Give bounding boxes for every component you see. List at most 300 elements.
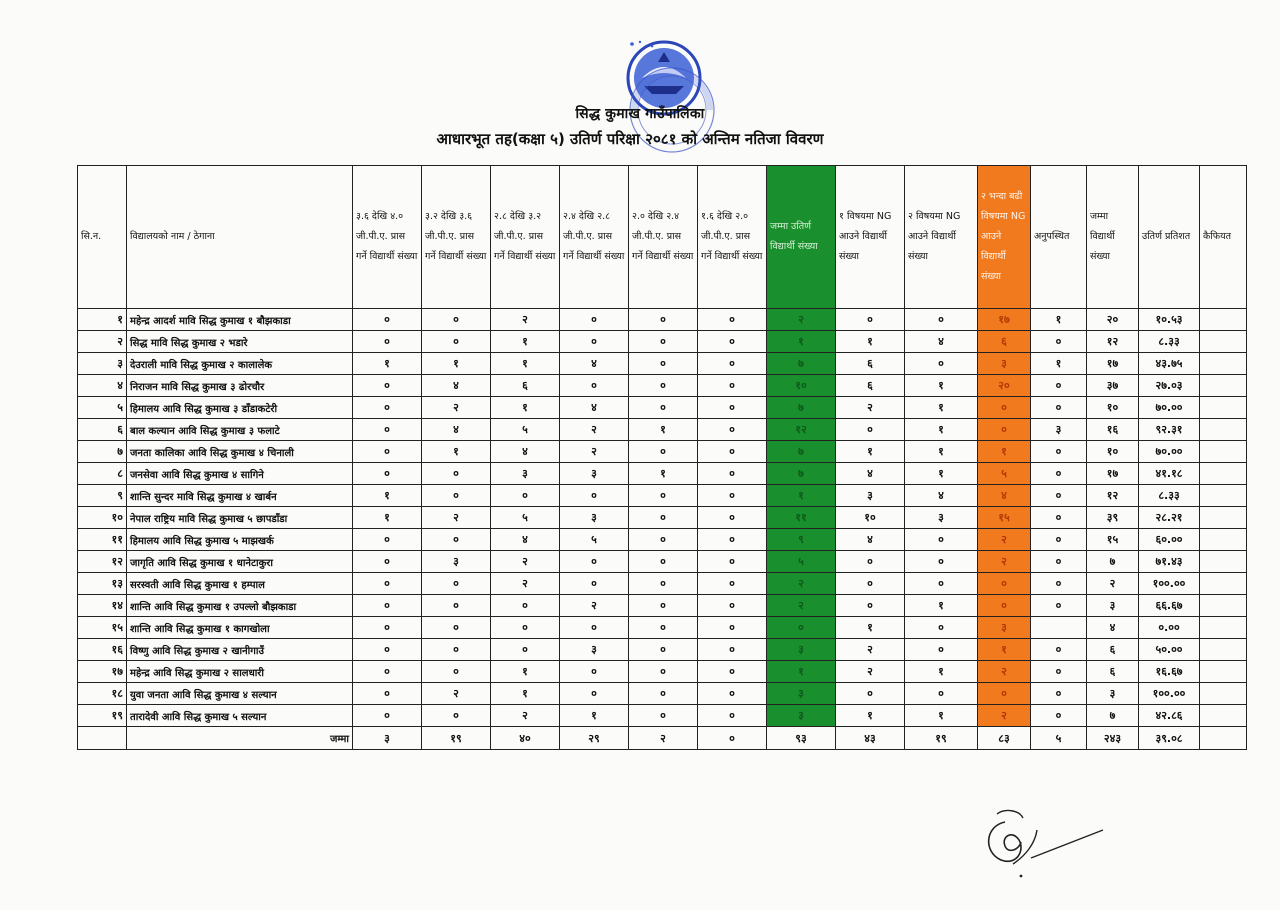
- total-cell: ३९.०८: [1139, 727, 1200, 750]
- cell-remarks: [1200, 551, 1247, 573]
- total-cell: १९: [905, 727, 978, 750]
- cell-gpa-2-0-2-4: १: [629, 419, 698, 441]
- total-cell: ५: [1031, 727, 1087, 750]
- cell-absent: ०: [1031, 441, 1087, 463]
- cell-gpa-1-6-2-0: ०: [698, 529, 767, 551]
- cell-ng-more-than-2: ०: [978, 419, 1031, 441]
- cell-gpa-2-0-2-4: ०: [629, 551, 698, 573]
- cell-remarks: [1200, 639, 1247, 661]
- cell-school: देउराली मावि सिद्ध कुमाख २ कालालेक: [127, 353, 353, 375]
- cell-gpa-1-6-2-0: ०: [698, 595, 767, 617]
- cell-ng-1-subject: २: [836, 661, 905, 683]
- cell-gpa-1-6-2-0: ०: [698, 463, 767, 485]
- cell-serial: २: [78, 331, 127, 353]
- cell-gpa-3-6-4-0: ०: [353, 661, 422, 683]
- cell-pass-percentage: ४३.७५: [1139, 353, 1200, 375]
- cell-total-pass: ०: [767, 617, 836, 639]
- cell-gpa-2-4-2-8: २: [560, 595, 629, 617]
- cell-ng-more-than-2: ३: [978, 353, 1031, 375]
- cell-remarks: [1200, 705, 1247, 727]
- total-cell: ०: [698, 727, 767, 750]
- cell-pass-percentage: १००.००: [1139, 683, 1200, 705]
- cell-total-students: ३७: [1087, 375, 1139, 397]
- cell-ng-2-subjects: १: [905, 441, 978, 463]
- cell-ng-more-than-2: १: [978, 639, 1031, 661]
- cell-remarks: [1200, 441, 1247, 463]
- cell-ng-2-subjects: ०: [905, 551, 978, 573]
- cell-absent: ०: [1031, 485, 1087, 507]
- cell-gpa-3-2-3-6: ४: [422, 419, 491, 441]
- cell-gpa-1-6-2-0: ०: [698, 551, 767, 573]
- cell-absent: ०: [1031, 683, 1087, 705]
- cell-gpa-2-4-2-8: ०: [560, 485, 629, 507]
- cell-total-students: १२: [1087, 485, 1139, 507]
- cell-ng-2-subjects: १: [905, 375, 978, 397]
- cell-absent: ०: [1031, 375, 1087, 397]
- cell-pass-percentage: २७.०३: [1139, 375, 1200, 397]
- total-cell: ३: [353, 727, 422, 750]
- cell-gpa-1-6-2-0: ०: [698, 419, 767, 441]
- cell-absent: ०: [1031, 397, 1087, 419]
- cell-gpa-3-2-3-6: ०: [422, 661, 491, 683]
- cell-remarks: [1200, 661, 1247, 683]
- cell-gpa-1-6-2-0: ०: [698, 705, 767, 727]
- cell-remarks: [1200, 595, 1247, 617]
- cell-absent: १: [1031, 309, 1087, 331]
- col-header-gpa-2-4-2-8: २.४ देखि २.८ जी.पी.ए. प्रास गर्ने विद्यार्थी संख्या: [560, 166, 629, 309]
- cell-ng-2-subjects: १: [905, 705, 978, 727]
- col-header-gpa-3-2-3-6: ३.२ देखि ३.६ जी.पी.ए. प्रास गर्ने विद्यार्थी संख्या: [422, 166, 491, 309]
- cell-gpa-2-4-2-8: ०: [560, 375, 629, 397]
- cell-gpa-3-2-3-6: ०: [422, 573, 491, 595]
- cell-ng-2-subjects: ०: [905, 683, 978, 705]
- cell-gpa-2-8-3-2: ३: [491, 463, 560, 485]
- cell-total-students: ३: [1087, 683, 1139, 705]
- cell-gpa-1-6-2-0: ०: [698, 639, 767, 661]
- cell-school: महेन्द्र आदर्श मावि सिद्ध कुमाख १ बौझकाडा: [127, 309, 353, 331]
- cell-ng-2-subjects: ०: [905, 309, 978, 331]
- cell-serial: १७: [78, 661, 127, 683]
- cell-absent: ०: [1031, 595, 1087, 617]
- cell-school: हिमालय आवि सिद्ध कुमाख ५ माझखर्क: [127, 529, 353, 551]
- cell-ng-2-subjects: ०: [905, 353, 978, 375]
- cell-gpa-2-8-3-2: २: [491, 573, 560, 595]
- cell-gpa-2-4-2-8: २: [560, 419, 629, 441]
- cell-remarks: [1200, 353, 1247, 375]
- cell-ng-more-than-2: ०: [978, 683, 1031, 705]
- col-header-gpa-1-6-2-0: १.६ देखि २.० जी.पी.ए. प्रास गर्ने विद्यार्थी संख्या: [698, 166, 767, 309]
- table-row: [78, 617, 1247, 639]
- cell-remarks: [1200, 683, 1247, 705]
- cell-total-students: २०: [1087, 309, 1139, 331]
- cell-pass-percentage: १०.५३: [1139, 309, 1200, 331]
- cell-gpa-2-0-2-4: १: [629, 463, 698, 485]
- cell-serial: १८: [78, 683, 127, 705]
- cell-total-pass: ११: [767, 507, 836, 529]
- cell-gpa-3-2-3-6: ०: [422, 485, 491, 507]
- cell-total-pass: १२: [767, 419, 836, 441]
- col-header-serial: सि.न.: [78, 166, 127, 309]
- cell-gpa-3-2-3-6: ०: [422, 309, 491, 331]
- table-row: [78, 507, 1247, 529]
- cell-ng-2-subjects: ४: [905, 331, 978, 353]
- cell-total-students: १०: [1087, 441, 1139, 463]
- total-cell: ४३: [836, 727, 905, 750]
- cell-gpa-3-6-4-0: ०: [353, 683, 422, 705]
- cell-remarks: [1200, 529, 1247, 551]
- cell-gpa-1-6-2-0: ०: [698, 485, 767, 507]
- cell-serial: १०: [78, 507, 127, 529]
- cell-ng-2-subjects: ४: [905, 485, 978, 507]
- cell-ng-2-subjects: ०: [905, 573, 978, 595]
- cell-ng-1-subject: १: [836, 441, 905, 463]
- cell-gpa-3-2-3-6: ०: [422, 595, 491, 617]
- cell-gpa-3-2-3-6: १: [422, 353, 491, 375]
- cell-ng-more-than-2: २: [978, 661, 1031, 683]
- cell-pass-percentage: ७०.००: [1139, 441, 1200, 463]
- cell-ng-more-than-2: १७: [978, 309, 1031, 331]
- total-cell: ४०: [491, 727, 560, 750]
- cell-gpa-2-4-2-8: ०: [560, 661, 629, 683]
- cell-serial: १३: [78, 573, 127, 595]
- table-row: [78, 485, 1247, 507]
- cell-gpa-2-0-2-4: ०: [629, 485, 698, 507]
- cell-total-pass: ५: [767, 551, 836, 573]
- cell-school: हिमालय आवि सिद्ध कुमाख ३ डाँडाकटेरी: [127, 397, 353, 419]
- col-header-gpa-2-8-3-2: २.८ देखि ३.२ जी.पी.ए. प्रास गर्ने विद्यार्थी संख्या: [491, 166, 560, 309]
- cell-gpa-2-0-2-4: ०: [629, 353, 698, 375]
- cell-gpa-2-0-2-4: ०: [629, 617, 698, 639]
- cell-school: सरस्वती आवि सिद्ध कुमाख १ हम्पाल: [127, 573, 353, 595]
- cell-pass-percentage: १६.६७: [1139, 661, 1200, 683]
- cell-gpa-2-4-2-8: ०: [560, 617, 629, 639]
- cell-gpa-2-4-2-8: ३: [560, 639, 629, 661]
- cell-pass-percentage: ४२.८६: [1139, 705, 1200, 727]
- total-cell: [78, 727, 127, 750]
- cell-gpa-2-0-2-4: ०: [629, 661, 698, 683]
- col-header-pass-percentage: उतिर्ण प्रतिशत: [1139, 166, 1200, 309]
- cell-gpa-2-4-2-8: १: [560, 705, 629, 727]
- cell-ng-2-subjects: १: [905, 661, 978, 683]
- cell-ng-1-subject: १: [836, 331, 905, 353]
- cell-gpa-2-0-2-4: ०: [629, 309, 698, 331]
- cell-total-pass: २: [767, 573, 836, 595]
- cell-remarks: [1200, 309, 1247, 331]
- cell-gpa-2-8-3-2: १: [491, 397, 560, 419]
- cell-school: युवा जनता आवि सिद्ध कुमाख ४ सल्यान: [127, 683, 353, 705]
- cell-gpa-1-6-2-0: ०: [698, 573, 767, 595]
- cell-absent: ०: [1031, 573, 1087, 595]
- cell-gpa-3-2-3-6: २: [422, 507, 491, 529]
- col-header-school: विद्यालयको नाम / ठेगाना: [127, 166, 353, 309]
- cell-school: शान्ति आवि सिद्ध कुमाख १ कागखोला: [127, 617, 353, 639]
- cell-pass-percentage: ५०.००: [1139, 639, 1200, 661]
- cell-ng-1-subject: ०: [836, 573, 905, 595]
- cell-school: जनता कालिका आवि सिद्ध कुमाख ४ चिनाली: [127, 441, 353, 463]
- col-header-gpa-2-0-2-4: २.० देखि २.४ जी.पी.ए. प्रास गर्ने विद्यार्थी संख्या: [629, 166, 698, 309]
- cell-serial: ६: [78, 419, 127, 441]
- cell-total-pass: ३: [767, 683, 836, 705]
- cell-ng-1-subject: ०: [836, 683, 905, 705]
- cell-gpa-2-4-2-8: ३: [560, 463, 629, 485]
- cell-gpa-2-0-2-4: ०: [629, 507, 698, 529]
- cell-gpa-3-6-4-0: ०: [353, 639, 422, 661]
- cell-school: शान्ति सुन्दर मावि सिद्ध कुमाख ४ खार्बन: [127, 485, 353, 507]
- cell-ng-more-than-2: २: [978, 551, 1031, 573]
- cell-gpa-3-6-4-0: ०: [353, 573, 422, 595]
- cell-total-pass: १०: [767, 375, 836, 397]
- cell-gpa-3-6-4-0: ०: [353, 331, 422, 353]
- cell-absent: १: [1031, 353, 1087, 375]
- cell-gpa-1-6-2-0: ०: [698, 441, 767, 463]
- total-cell: १९: [422, 727, 491, 750]
- cell-ng-1-subject: ०: [836, 419, 905, 441]
- table-row: [78, 441, 1247, 463]
- cell-absent: ०: [1031, 661, 1087, 683]
- cell-pass-percentage: ९२.३१: [1139, 419, 1200, 441]
- cell-pass-percentage: ८.३३: [1139, 331, 1200, 353]
- cell-total-students: ३: [1087, 595, 1139, 617]
- cell-absent: ०: [1031, 551, 1087, 573]
- cell-gpa-3-6-4-0: ०: [353, 617, 422, 639]
- cell-ng-2-subjects: ०: [905, 617, 978, 639]
- cell-school: जागृति आवि सिद्ध कुमाख १ धानेटाकुरा: [127, 551, 353, 573]
- cell-remarks: [1200, 331, 1247, 353]
- cell-absent: ३: [1031, 419, 1087, 441]
- cell-ng-more-than-2: २०: [978, 375, 1031, 397]
- cell-school: निराजन मावि सिद्ध कुमाख ३ ढोरचौर: [127, 375, 353, 397]
- cell-serial: १४: [78, 595, 127, 617]
- cell-gpa-3-2-3-6: ०: [422, 529, 491, 551]
- table-row: [78, 419, 1247, 441]
- cell-absent: ०: [1031, 331, 1087, 353]
- cell-serial: ९: [78, 485, 127, 507]
- cell-ng-more-than-2: २: [978, 529, 1031, 551]
- cell-total-students: २: [1087, 573, 1139, 595]
- cell-gpa-2-8-3-2: ०: [491, 595, 560, 617]
- cell-ng-more-than-2: ५: [978, 463, 1031, 485]
- cell-school: विष्णु आवि सिद्ध कुमाख २ खानीगाउँ: [127, 639, 353, 661]
- cell-gpa-1-6-2-0: ०: [698, 507, 767, 529]
- total-cell: ९३: [767, 727, 836, 750]
- cell-gpa-1-6-2-0: ०: [698, 309, 767, 331]
- cell-gpa-2-8-3-2: ६: [491, 375, 560, 397]
- col-header-remarks: कैफियत: [1200, 166, 1247, 309]
- cell-gpa-2-0-2-4: ०: [629, 705, 698, 727]
- cell-pass-percentage: ६६.६७: [1139, 595, 1200, 617]
- cell-gpa-2-8-3-2: २: [491, 705, 560, 727]
- cell-total-students: ६: [1087, 639, 1139, 661]
- table-row: [78, 661, 1247, 683]
- cell-gpa-2-0-2-4: ०: [629, 397, 698, 419]
- cell-gpa-3-2-3-6: ०: [422, 705, 491, 727]
- cell-ng-1-subject: ३: [836, 485, 905, 507]
- cell-remarks: [1200, 485, 1247, 507]
- total-cell: २९: [560, 727, 629, 750]
- cell-total-pass: २: [767, 595, 836, 617]
- cell-remarks: [1200, 463, 1247, 485]
- cell-gpa-2-8-3-2: २: [491, 551, 560, 573]
- cell-absent: ०: [1031, 463, 1087, 485]
- cell-gpa-3-6-4-0: ०: [353, 419, 422, 441]
- cell-absent: ०: [1031, 705, 1087, 727]
- table-row: [78, 595, 1247, 617]
- table-row: [78, 463, 1247, 485]
- cell-ng-1-subject: १: [836, 705, 905, 727]
- cell-ng-more-than-2: ०: [978, 397, 1031, 419]
- cell-gpa-1-6-2-0: ०: [698, 617, 767, 639]
- cell-serial: १९: [78, 705, 127, 727]
- cell-gpa-3-6-4-0: १: [353, 353, 422, 375]
- cell-gpa-2-8-3-2: १: [491, 661, 560, 683]
- total-cell: [1200, 727, 1247, 750]
- cell-ng-more-than-2: ०: [978, 573, 1031, 595]
- cell-serial: ४: [78, 375, 127, 397]
- cell-total-students: १६: [1087, 419, 1139, 441]
- col-header-ng-more-than-2: २ भन्दा बढी विषयमा NG आउने विद्यार्थी संख्या: [978, 166, 1031, 309]
- cell-gpa-1-6-2-0: ०: [698, 397, 767, 419]
- cell-gpa-3-2-3-6: ०: [422, 617, 491, 639]
- cell-total-students: १७: [1087, 353, 1139, 375]
- document-header: [0, 104, 1280, 149]
- cell-ng-1-subject: ४: [836, 463, 905, 485]
- cell-total-pass: ९: [767, 529, 836, 551]
- cell-total-students: ३९: [1087, 507, 1139, 529]
- cell-ng-2-subjects: १: [905, 463, 978, 485]
- table-row: [78, 331, 1247, 353]
- cell-gpa-1-6-2-0: ०: [698, 661, 767, 683]
- cell-gpa-2-8-3-2: ०: [491, 485, 560, 507]
- cell-serial: ३: [78, 353, 127, 375]
- cell-total-students: १७: [1087, 463, 1139, 485]
- cell-total-students: १५: [1087, 529, 1139, 551]
- table-row: [78, 551, 1247, 573]
- cell-ng-2-subjects: १: [905, 397, 978, 419]
- total-label: जम्मा: [127, 727, 353, 750]
- cell-gpa-2-4-2-8: ०: [560, 683, 629, 705]
- cell-gpa-3-2-3-6: ४: [422, 375, 491, 397]
- cell-ng-1-subject: ०: [836, 595, 905, 617]
- cell-gpa-2-4-2-8: ०: [560, 309, 629, 331]
- cell-gpa-3-2-3-6: ०: [422, 639, 491, 661]
- cell-ng-2-subjects: १: [905, 419, 978, 441]
- cell-gpa-3-6-4-0: ०: [353, 309, 422, 331]
- cell-gpa-3-6-4-0: १: [353, 485, 422, 507]
- cell-gpa-2-4-2-8: ०: [560, 331, 629, 353]
- organization-name: सिद्ध कुमाख गाउँपालिका: [575, 106, 705, 122]
- cell-total-students: ७: [1087, 551, 1139, 573]
- cell-pass-percentage: १००.००: [1139, 573, 1200, 595]
- table-row: [78, 353, 1247, 375]
- cell-ng-1-subject: १०: [836, 507, 905, 529]
- cell-ng-2-subjects: ०: [905, 529, 978, 551]
- cell-gpa-2-8-3-2: १: [491, 683, 560, 705]
- table-row: [78, 529, 1247, 551]
- cell-gpa-2-4-2-8: ०: [560, 551, 629, 573]
- cell-remarks: [1200, 375, 1247, 397]
- cell-gpa-2-0-2-4: ०: [629, 639, 698, 661]
- cell-pass-percentage: ७१.४३: [1139, 551, 1200, 573]
- cell-gpa-3-2-3-6: ०: [422, 463, 491, 485]
- table-header-row: [78, 166, 1247, 309]
- col-header-ng-1-subject: १ विषयमा NG आउने विद्यार्थी संख्या: [836, 166, 905, 309]
- cell-gpa-3-2-3-6: २: [422, 683, 491, 705]
- cell-serial: १६: [78, 639, 127, 661]
- cell-ng-more-than-2: १: [978, 441, 1031, 463]
- cell-total-students: ६: [1087, 661, 1139, 683]
- cell-remarks: [1200, 573, 1247, 595]
- cell-ng-more-than-2: २: [978, 705, 1031, 727]
- cell-remarks: [1200, 397, 1247, 419]
- cell-ng-more-than-2: ६: [978, 331, 1031, 353]
- cell-ng-more-than-2: १५: [978, 507, 1031, 529]
- col-header-gpa-3-6-4-0: ३.६ देखि ४.० जी.पी.ए. प्रास गर्ने विद्यार्थी संख्या: [353, 166, 422, 309]
- total-cell: ८३: [978, 727, 1031, 750]
- cell-serial: ८: [78, 463, 127, 485]
- cell-ng-1-subject: २: [836, 639, 905, 661]
- cell-gpa-2-8-3-2: ०: [491, 639, 560, 661]
- cell-pass-percentage: ७०.००: [1139, 397, 1200, 419]
- col-header-absent: अनुपस्थित: [1031, 166, 1087, 309]
- cell-serial: ५: [78, 397, 127, 419]
- cell-total-pass: ७: [767, 441, 836, 463]
- cell-pass-percentage: ०.००: [1139, 617, 1200, 639]
- cell-ng-2-subjects: ३: [905, 507, 978, 529]
- cell-ng-1-subject: २: [836, 397, 905, 419]
- cell-gpa-1-6-2-0: ०: [698, 353, 767, 375]
- cell-gpa-2-8-3-2: ५: [491, 419, 560, 441]
- cell-gpa-2-4-2-8: ५: [560, 529, 629, 551]
- cell-total-students: १०: [1087, 397, 1139, 419]
- cell-gpa-2-4-2-8: २: [560, 441, 629, 463]
- cell-school: नेपाल राष्ट्रिय मावि सिद्ध कुमाख ५ छापडाँडा: [127, 507, 353, 529]
- cell-gpa-3-6-4-0: ०: [353, 463, 422, 485]
- cell-gpa-2-4-2-8: ४: [560, 397, 629, 419]
- cell-absent: [1031, 617, 1087, 639]
- cell-school: महेन्द्र आवि सिद्ध कुमाख २ सालधारी: [127, 661, 353, 683]
- cell-remarks: [1200, 419, 1247, 441]
- cell-total-students: ७: [1087, 705, 1139, 727]
- cell-ng-1-subject: ६: [836, 353, 905, 375]
- cell-gpa-2-0-2-4: ०: [629, 529, 698, 551]
- cell-gpa-3-2-3-6: १: [422, 441, 491, 463]
- table-row: [78, 397, 1247, 419]
- cell-gpa-3-6-4-0: ०: [353, 529, 422, 551]
- cell-gpa-2-4-2-8: ३: [560, 507, 629, 529]
- cell-total-students: १२: [1087, 331, 1139, 353]
- cell-gpa-2-4-2-8: ०: [560, 573, 629, 595]
- cell-gpa-2-0-2-4: ०: [629, 375, 698, 397]
- cell-gpa-2-8-3-2: ५: [491, 507, 560, 529]
- cell-gpa-2-8-3-2: १: [491, 353, 560, 375]
- total-cell: २४३: [1087, 727, 1139, 750]
- cell-serial: ११: [78, 529, 127, 551]
- cell-absent: ०: [1031, 507, 1087, 529]
- cell-gpa-2-8-3-2: २: [491, 309, 560, 331]
- col-header-ng-2-subjects: २ विषयमा NG आउने विद्यार्थी संख्या: [905, 166, 978, 309]
- cell-ng-1-subject: ६: [836, 375, 905, 397]
- cell-gpa-3-6-4-0: ०: [353, 397, 422, 419]
- cell-absent: ०: [1031, 639, 1087, 661]
- table-row: [78, 683, 1247, 705]
- cell-total-pass: ७: [767, 353, 836, 375]
- table-row: [78, 375, 1247, 397]
- results-table: [77, 165, 1247, 750]
- cell-pass-percentage: ४१.१८: [1139, 463, 1200, 485]
- cell-gpa-2-0-2-4: ०: [629, 573, 698, 595]
- cell-gpa-1-6-2-0: ०: [698, 331, 767, 353]
- cell-gpa-2-8-3-2: १: [491, 331, 560, 353]
